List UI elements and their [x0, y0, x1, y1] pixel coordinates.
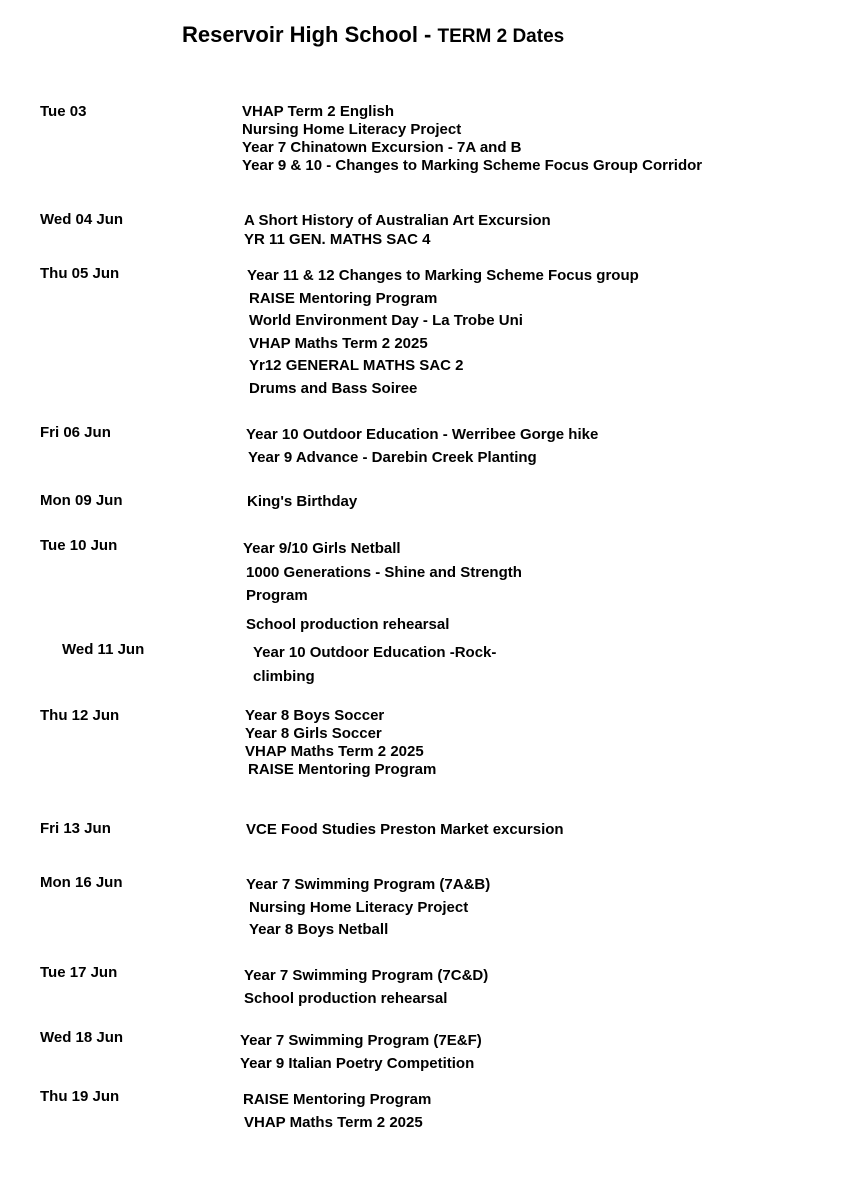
event-list [244, 964, 488, 1010]
event-item: A Short History of Australian Art Excursion [244, 212, 551, 229]
event-item: Year 11 & 12 Changes to Marking Scheme Focus group [247, 267, 639, 284]
date-label: Tue 10 Jun [40, 537, 118, 554]
date-label: Fri 13 Jun [40, 820, 111, 837]
event-item: VHAP Maths Term 2 2025 [249, 334, 428, 352]
event-item: VHAP Maths Term 2 2025 [244, 1114, 423, 1131]
event-item: Year 7 Swimming Program (7E&F) [240, 1032, 482, 1049]
event-item: Year 7 Swimming Program (7C&D) [244, 967, 489, 984]
date-label: Thu 19 Jun [40, 1088, 120, 1105]
event-item: YR 11 GEN. MATHS SAC 4 [244, 231, 431, 248]
event-item: VHAP Term 2 English [242, 103, 394, 120]
event-item: Year 7 Swimming Program (7A&B) [246, 876, 491, 893]
date-label: Wed 11 Jun [62, 641, 145, 658]
event-list [247, 492, 357, 511]
event-item: Year 7 Chinatown Excursion - 7A and B [242, 139, 522, 156]
date-label: Wed 18 Jun [40, 1029, 124, 1046]
event-item: Year 10 Outdoor Education -Rock- [253, 644, 497, 661]
event-item: Year 8 Boys Soccer [245, 707, 385, 724]
date-label: Fri 06 Jun [40, 424, 111, 441]
term-label: TERM 2 Dates [437, 26, 565, 47]
event-list [244, 211, 551, 249]
event-item: 1000 Generations - Shine and Strength [246, 563, 522, 581]
date-label: Mon 09 Jun [40, 492, 123, 509]
event-list [247, 265, 639, 401]
event-list [246, 820, 564, 839]
date-label: Mon 16 Jun [40, 874, 123, 891]
event-list [245, 707, 436, 779]
event-item: Year 9 Italian Poetry Competition [240, 1055, 475, 1072]
event-item: Year 9 & 10 - Changes to Marking Scheme Focus Group Corridor [242, 157, 703, 174]
event-item: Program [246, 587, 308, 604]
event-list [246, 874, 490, 942]
event-item: Year 8 Girls Soccer [245, 725, 382, 742]
event-list [242, 103, 702, 175]
school-name: Reservoir High School - [182, 22, 438, 47]
event-item: RAISE Mentoring Program [249, 289, 438, 307]
event-item: World Environment Day - La Trobe Uni [249, 312, 523, 330]
event-item: VHAP Maths Term 2 2025 [245, 743, 424, 760]
event-item: Nursing Home Literacy Project [242, 121, 462, 138]
event-item: Year 9/10 Girls Netball [243, 540, 401, 557]
event-item: Year 10 Outdoor Education - Werribee Gorge hike [246, 426, 599, 443]
date-label: Tue 03 [40, 103, 87, 120]
event-item: Year 8 Boys Netball [249, 921, 389, 939]
event-item: School production rehearsal [244, 990, 448, 1007]
event-item: Drums and Bass Soiree [249, 379, 418, 397]
event-item: RAISE Mentoring Program [243, 1091, 432, 1108]
date-label: Tue 17 Jun [40, 964, 118, 981]
event-list [246, 424, 598, 469]
date-label: Wed 04 Jun [40, 211, 124, 228]
event-item: School production rehearsal [246, 615, 450, 633]
event-item: VCE Food Studies Preston Market excursion [246, 821, 564, 838]
event-item: King's Birthday [247, 493, 358, 510]
event-item: RAISE Mentoring Program [248, 761, 437, 778]
event-item: Year 9 Advance - Darebin Creek Planting [248, 448, 537, 466]
event-list [243, 1088, 431, 1134]
event-list [240, 1029, 482, 1075]
date-label: Thu 05 Jun [40, 265, 120, 282]
event-list [253, 641, 496, 689]
event-item: Nursing Home Literacy Project [249, 898, 469, 916]
date-label: Thu 12 Jun [40, 707, 120, 724]
event-item: climbing [253, 668, 315, 685]
page-title [182, 22, 564, 48]
event-list [243, 537, 522, 636]
event-item: Yr12 GENERAL MATHS SAC 2 [249, 357, 464, 375]
